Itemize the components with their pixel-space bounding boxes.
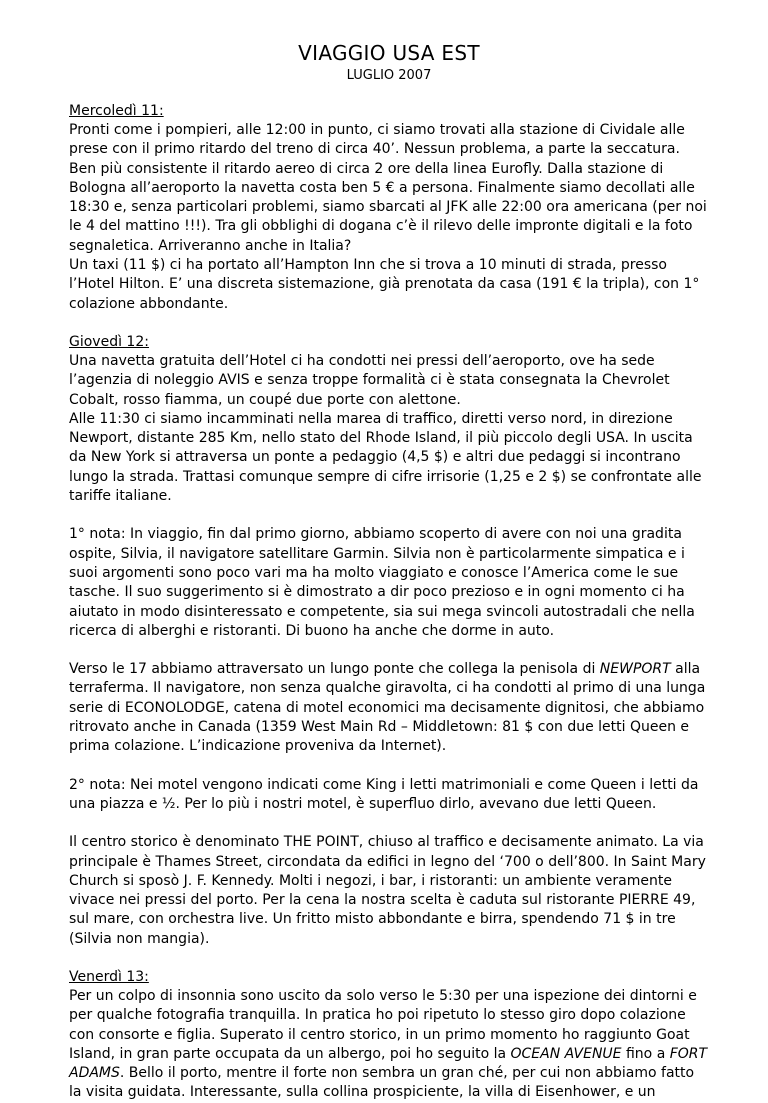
paragraph — [69, 660, 709, 756]
note-paragraph: 2° nota: Nei motel vengono indicati come King i letti matrimoniali e come Queen i letti da una piazza e ½. Per lo più i nostri motel, è superfluo dirlo, avevano due letti Queen. — [69, 776, 699, 812]
day-heading: Giovedì 12: — [69, 333, 149, 350]
text-run: alla terraferma. Il navigatore, non senza qualche giravolta, ci ha condotti al primo di una lunga serie di ECONOLODGE, catena di motel economici ma decisamente dignitosi, che abbiamo ritrovato anche in Canada (1359 West Main Rd – Middletown: 81 $ con due letti Queen e prima colazione. L’indicazione proveniva da Internet). — [69, 661, 706, 755]
place-name-italic: NEWPORT — [599, 661, 671, 678]
text-run: . Bello il porto, mentre il forte non sembra un gran ché, per cui non abbiamo fatto la visita guidata. Interessante, sulla collina prospiciente, la villa di Eisenhower, e un — [69, 1065, 695, 1101]
paragraph — [69, 987, 709, 1103]
document-subtitle: LUGLIO 2007 — [346, 68, 432, 83]
day-section-friday — [69, 968, 709, 1103]
document-title: VIAGGIO USA EST — [298, 41, 480, 65]
note-paragraph: 1° nota: In viaggio, fin dal primo giorno, abbiamo scoperto di avere con noi una gradita ospite, Silvia, il navigatore satellitare Garmin. Silvia non è particolarmente simpatica e i suoi argomenti sono poco vari ma ha molto viaggiato e conosce l’America come le sue tasche. Il suo suggerimento si è dimostrato a dir poco prezioso e in ogni momento ci ha aiutato in modo disinteressato e competente, sia sui mega svincoli autostradali che nella ricerca di alberghi e ristoranti. Di buono ha anche che dorme in auto. — [69, 526, 695, 639]
document-page — [69, 0, 709, 1103]
day-section-wednesday — [69, 102, 709, 314]
day-heading: Venerdì 13: — [69, 968, 149, 985]
day-section-thursday — [69, 333, 709, 949]
paragraph: Una navetta gratuita dell’Hotel ci ha condotti nei pressi dell’aeroporto, ove ha sede l’agenzia di noleggio AVIS e senza troppe formalità ci è stata consegnata la Chevrolet Cobalt, rosso fiamma, un coupé due porte con alettone. — [69, 352, 670, 408]
paragraph: Alle 11:30 ci siamo incamminati nella marea di traffico, diretti verso nord, in direzione Newport, distante 285 Km, nello stato del Rhode Island, il più piccolo degli USA. In uscita da New York si attraversa un ponte a pedaggio (4,5 $) e altri due pedaggi si incontrano lungo la strada. Trattasi comunque sempre di cifre irrisorie (1,25 e 2 $) se confrontate alle tariffe italiane. — [69, 410, 702, 505]
place-name-italic: OCEAN AVENUE — [510, 1045, 622, 1062]
day-heading: Mercoledì 11: — [69, 103, 164, 119]
text-run: Per un colpo di insonnia sono uscito da solo verso le 5:30 per una ispezione dei dintorni e per qualche fotografia tranquilla. In pratica ho poi ripetuto lo stesso giro dopo colazione con consorte e figlia. Superato il centro storico, in un primo momento ho raggiunto Goat Island, in gran parte occupata da un albergo, poi ho seguito la — [69, 987, 697, 1062]
paragraph: Pronti come i pompieri, alle 12:00 in punto, ci siamo trovati alla stazione di Cividale alle prese con il primo ritardo del treno di circa 40’. Nessun problema, a parte la seccatura. Ben più consistente il ritardo aereo di circa 2 ore della linea Eurofly. Dalla stazione di Bologna all’aeroporto la navetta costa ben 5 € a persona. Finalmente siamo decollati alle 18:30 e, senza particolari problemi, siamo sbarcati al JFK alle 22:00 ora americana (per noi le 4 del mattino !!!). Tra gli obblighi di dogana c’è il rilevo delle impronte digitali e la foto segnaletica. Arriveranno anche in Italia? — [69, 122, 707, 254]
text-run: fino a — [621, 1045, 670, 1062]
paragraph: Un taxi (11 $) ci ha portato all’Hampton Inn che si trova a 10 minuti di strada, presso l’Hotel Hilton. E’ una discreta sistemazione, già prenotata da casa (191 € la tripla), con 1° colazione abbondante. — [69, 257, 700, 312]
paragraph: Il centro storico è denominato THE POINT, chiuso al traffico e decisamente animato. La via principale è Thames Street, circondata da edifici in legno del ‘700 o dell’800. In Saint Mary Church si sposò J. F. Kennedy. Molti i negozi, i bar, i ristoranti: un ambiente veramente vivace nei pressi del porto. Per la cena la nostra scelta è caduta sul ristorante PIERRE 49, sul mare, con orchestra live. Un fritto misto abbondante e birra, spendendo 71 $ in tre (Silvia non mangia). — [69, 834, 706, 947]
text-run: Verso le 17 abbiamo attraversato un lungo ponte che collega la penisola di — [69, 661, 600, 678]
place-name-italic: FORT ADAMS — [69, 1045, 708, 1082]
